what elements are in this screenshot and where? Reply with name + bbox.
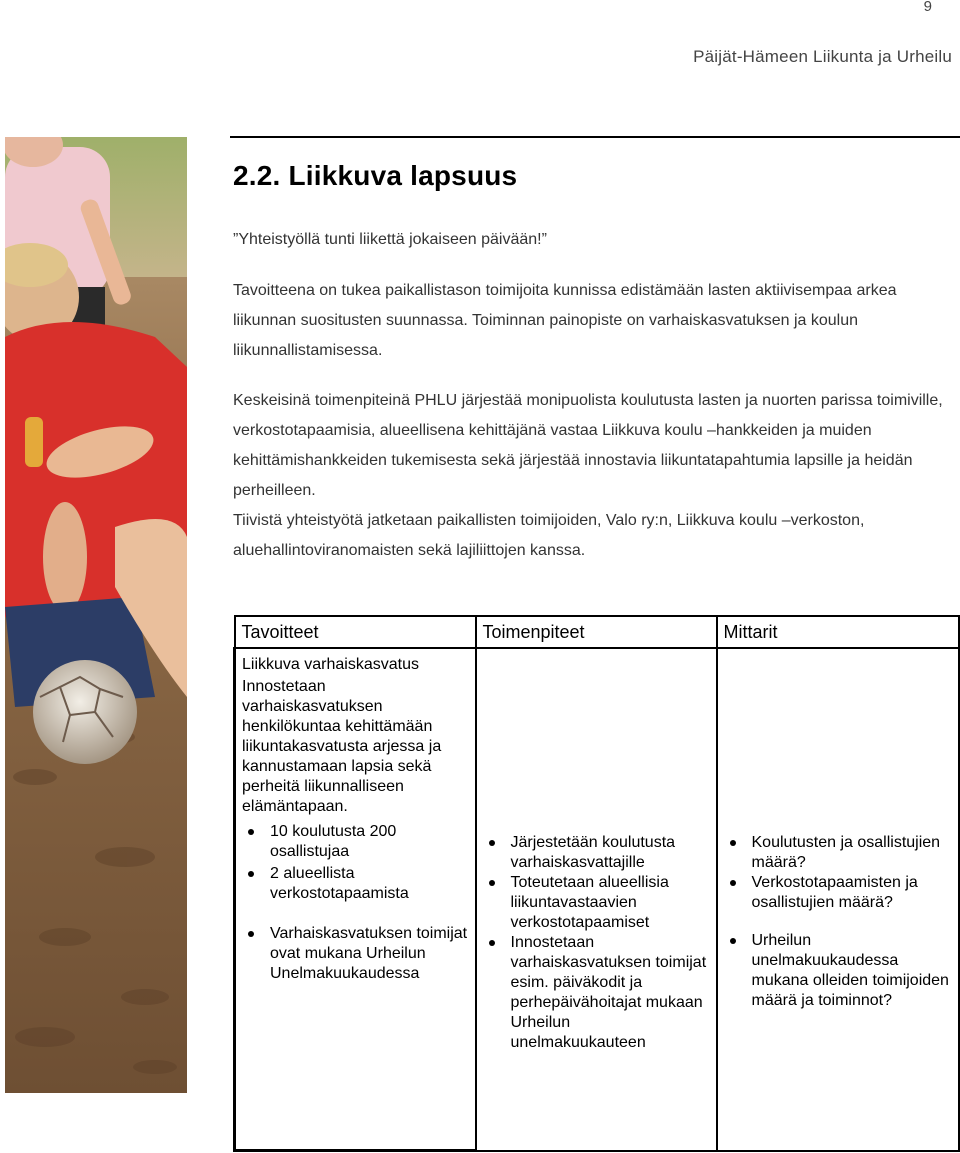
list-item: 2 alueellista verkostotapaamista (242, 864, 469, 904)
list-item: Verkostotapaamisten ja osallistujien määrä? (724, 873, 952, 913)
list-item: Innostetaan varhaiskasvatuksen toimijat esim. päiväkodit ja perhepäivähoitajat mukaan Urheilun unelmakuukauteen (483, 933, 710, 1053)
goals-text: Innostetaan varhaiskasvatuksen henkilökuntaa kehittämään liikuntakasvatusta arjessa ja kannustamaan lapsia sekä perheitä liikunnalliseen elämäntapaan. (242, 678, 442, 815)
header-metrics: Mittarit (717, 616, 959, 648)
list-item: Toteutetaan alueellisia liikuntavastaavien verkostotapaamiset (483, 873, 710, 933)
page-number: 9 (923, 0, 932, 15)
intro-paragraph (233, 276, 953, 366)
list-item: Varhaiskasvatuksen toimijat ovat mukana Urheilun Unelmakuukaudessa (242, 924, 469, 984)
metrics-cell (717, 648, 959, 1151)
table-row (235, 648, 959, 1151)
intro-text: Tavoitteena on tukea paikallistason toimijoita kunnissa edistämään lasten aktiivisempaa arkea liikunnan suositusten suunnassa. Toiminnan painopiste on varhaiskasvatuksen ja koulun liikunnallistamisessa. (233, 282, 897, 359)
header-actions: Toimenpiteet (476, 616, 717, 648)
actions-cell (476, 648, 717, 1151)
running-header: Päijät-Hämeen Liikunta ja Urheilu (693, 47, 952, 66)
header-goals: Tavoitteet (235, 616, 476, 648)
paragraph-cooperation: Tiivistä yhteistyötä jatketaan paikallisten toimijoiden, Valo ry:n, Liikkuva koulu –verkoston, aluehallintoviranomaisten sekä lajiliittojen kanssa. (233, 512, 865, 559)
goals-cell (235, 648, 476, 1151)
list-item: 10 koulutusta 200 osallistujaa (242, 822, 469, 862)
goals-table (233, 615, 960, 1152)
slogan-text: ”Yhteistyöllä tunti liikettä jokaiseen päivään!” (233, 231, 547, 248)
body-paragraphs (233, 386, 953, 566)
table-header-row (235, 616, 959, 648)
list-item: Järjestetään koulutusta varhaiskasvattajille (483, 833, 710, 873)
actions-list (483, 833, 710, 1053)
list-item: Urheilun unelmakuukaudessa mukana olleiden toimijoiden määrä ja toiminnot? (724, 931, 952, 1011)
metrics-list (724, 833, 952, 1011)
list-item: Koulutusten ja osallistujien määrä? (724, 833, 952, 873)
paragraph-measures: Keskeisinä toimenpiteinä PHLU järjestää monipuolista koulutusta lasten ja nuorten parissa toimiville, verkostotapaamisia, alueellisena kehittäjänä vastaa Liikkuva koulu –hankkeiden ja muiden kehittämishankkeiden tukemisesta sekä järjestää innostavia liikuntatapahtumia lapsille ja heidän perheilleen. (233, 392, 943, 499)
goals-list (242, 822, 469, 984)
section-title: 2.2. Liikkuva lapsuus (233, 160, 518, 191)
slogan (233, 225, 953, 255)
header-rule (230, 136, 960, 138)
children-soccer-photo (5, 137, 187, 1093)
goals-heading: Liikkuva varhaiskasvatus (242, 656, 419, 673)
